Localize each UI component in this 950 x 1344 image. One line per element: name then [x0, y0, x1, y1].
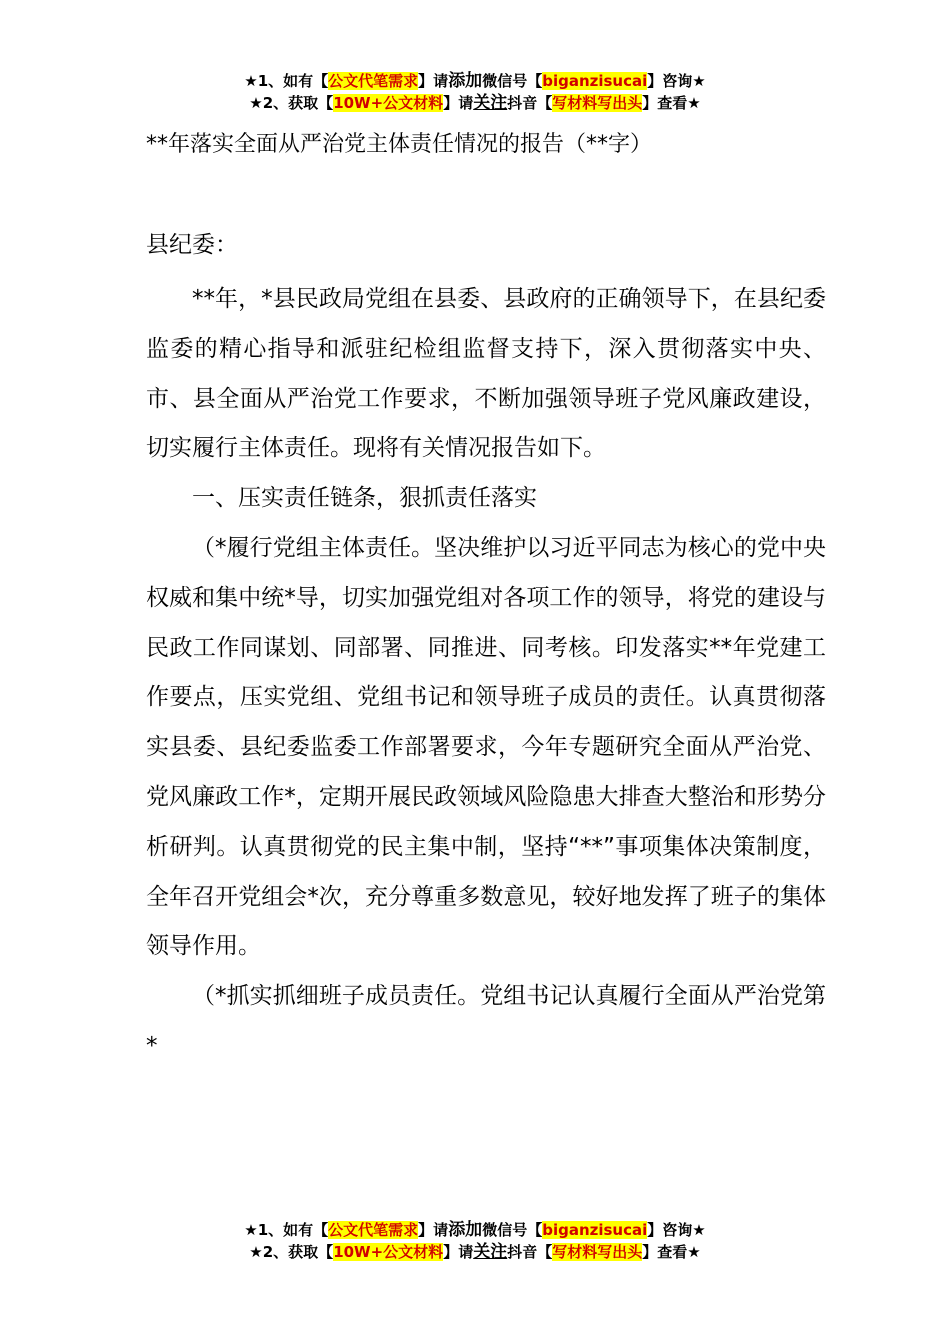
- banner-emphasis: 关注: [473, 93, 508, 113]
- banner-highlight: 写材料写出头: [552, 1243, 643, 1261]
- banner-emphasis: 添加: [448, 71, 483, 91]
- banner-text: ★1、如有【: [244, 72, 329, 90]
- salutation: 县纪委：: [146, 232, 238, 258]
- banner-text: 】咨询★: [647, 72, 706, 90]
- banner-text: 微信号【: [482, 72, 543, 90]
- banner-line-1: [0, 70, 950, 92]
- document-title: **年落实全面从严治党主体责任情况的报告（**字）: [146, 132, 653, 157]
- banner-emphasis: 添加: [448, 1220, 483, 1240]
- banner-text: 抖音【: [507, 1243, 553, 1261]
- header-banner: [0, 70, 950, 114]
- banner-highlight: biganzisucai: [542, 1221, 648, 1239]
- banner-line-2: [0, 1241, 950, 1263]
- banner-text: 】请: [418, 72, 449, 90]
- banner-highlight: biganzisucai: [542, 72, 648, 90]
- paragraph-intro: **年，*县民政局党组在县委、县政府的正确领导下，在县纪委监委的精心指导和派驻纪检组监督支持下，深入贯彻落实中央、市、县全面从严治党工作要求，不断加强领导班子党风廉政建设，切实履行主体责任。现将有关情况报告如下。: [146, 286, 826, 462]
- banner-text: 】咨询★: [647, 1221, 706, 1239]
- banner-text: 】请: [443, 1243, 474, 1261]
- banner-text: 】请: [443, 94, 474, 112]
- document-body: [146, 275, 826, 1072]
- paragraph-item: （*抓实抓细班子成员责任。党组书记认真履行全面从严治党第*: [146, 983, 826, 1059]
- banner-line-1: [0, 1219, 950, 1241]
- banner-highlight: 10W+公文材料: [333, 1243, 444, 1261]
- banner-text: ★2、获取【: [249, 1243, 334, 1261]
- banner-text: 微信号【: [482, 1221, 543, 1239]
- banner-highlight: 公文代笔需求: [328, 1221, 419, 1239]
- section-heading: 一、压实责任链条，狠抓责任落实: [192, 485, 537, 512]
- banner-text: 】查看★: [642, 1243, 701, 1261]
- banner-text: 抖音【: [507, 94, 553, 112]
- banner-highlight: 公文代笔需求: [328, 72, 419, 90]
- banner-text: 】查看★: [642, 94, 701, 112]
- banner-highlight: 写材料写出头: [552, 94, 643, 112]
- banner-highlight: 10W+公文材料: [333, 94, 444, 112]
- banner-emphasis: 关注: [473, 1242, 508, 1262]
- banner-text: 】请: [418, 1221, 449, 1239]
- banner-text: ★1、如有【: [244, 1221, 329, 1239]
- banner-line-2: [0, 92, 950, 114]
- footer-banner: [0, 1219, 950, 1263]
- banner-text: ★2、获取【: [249, 94, 334, 112]
- paragraph-item: （*履行党组主体责任。坚决维护以习近平同志为核心的党中央权威和集中统*导，切实加强党组对各项工作的领导，将党的建设与民政工作同谋划、同部署、同推进、同考核。印发落实**年党建工作要点，压实党组、党组书记和领导班子成员的责任。认真贯彻落实县委、县纪委监委工作部署要求，今年专题研究全面从严治党、党风廉政工作*，定期开展民政领域风险隐患大排查大整治和形势分析研判。认真贯彻党的民主集中制，坚持“**”事项集体决策制度，全年召开党组会*次，充分尊重多数意见，较好地发挥了班子的集体领导作用。: [146, 534, 826, 960]
